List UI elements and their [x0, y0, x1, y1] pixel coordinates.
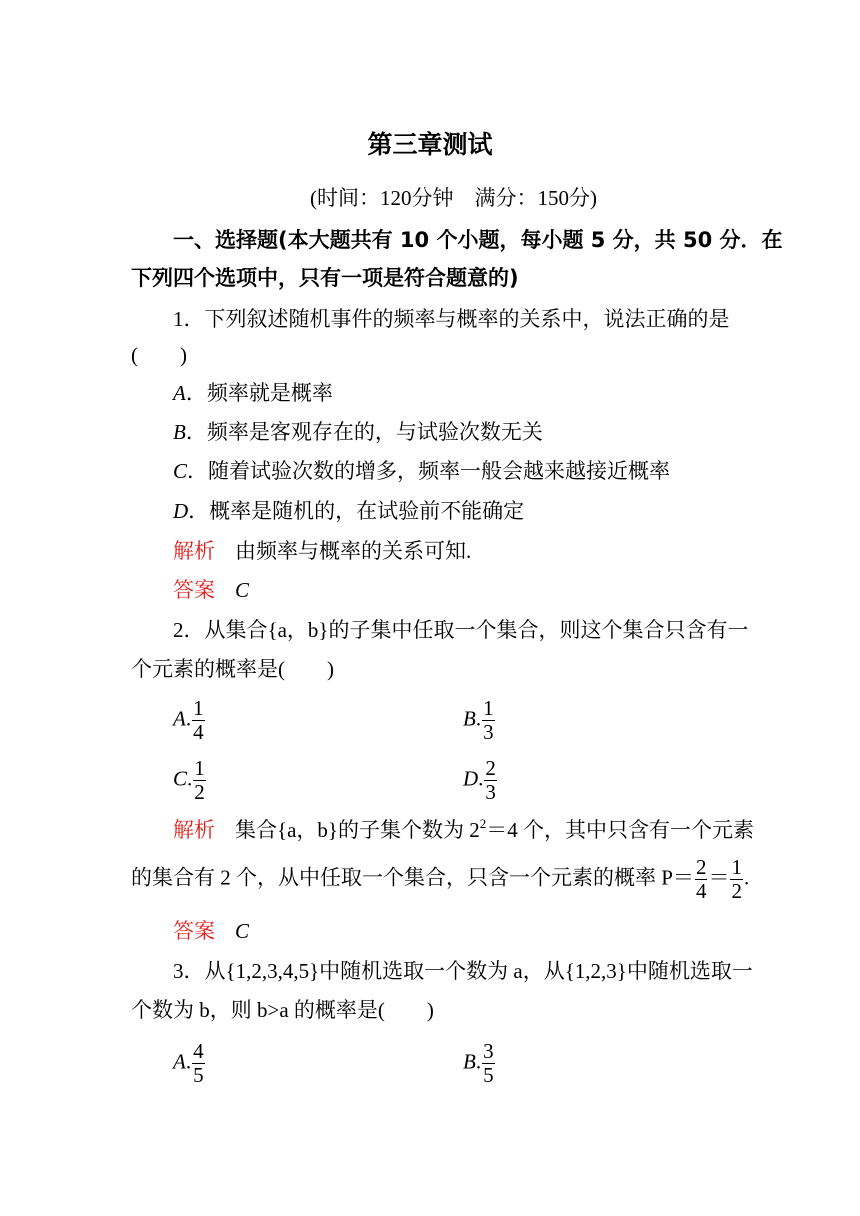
q3-option-b: B. $\frac{3}{5}$	[463, 1039, 494, 1087]
option-letter: A	[173, 1049, 186, 1074]
analysis-text: 集合{a，b}的子集个数为 2	[235, 818, 480, 842]
option-text: ．概率是随机的，在试验前不能确定	[188, 499, 525, 523]
analysis-text: ＝4 个，其中只含有一个元素	[486, 818, 754, 842]
q2-option-c: C. $\frac{1}{2}$	[173, 756, 205, 804]
option-letter: A	[173, 706, 186, 731]
fraction: $\frac{1}{2}$	[731, 855, 742, 903]
option-text: ．随着试验次数的增多，频率一般会越来越接近概率	[187, 459, 671, 483]
option-letter: D	[463, 766, 479, 791]
fraction: $\frac{3}{5}$	[483, 1039, 494, 1087]
option-letter: A	[173, 381, 186, 405]
answer-label: 答案	[173, 919, 215, 943]
option-letter: C	[173, 766, 188, 791]
q2-stem-line2: 个元素的概率是( )	[131, 657, 334, 681]
fraction: $\frac{4}{5}$	[193, 1039, 204, 1087]
q3-stem-line1: 3．从{1,2,3,4,5}中随机选取一个数为 a，从{1,2,3}中随机选取一	[173, 959, 753, 983]
analysis-text: 由频率与概率的关系可知.	[235, 539, 472, 563]
fraction: $\frac{1}{3}$	[483, 696, 494, 744]
option-letter: C	[173, 459, 188, 483]
section-heading-line2: 下列四个选项中，只有一项是符合题意的)	[131, 266, 519, 290]
q2-answer	[173, 921, 249, 942]
option-letter: D	[173, 499, 189, 523]
q3-stem-line2: 个数为 b，则 b>a 的概率是( )	[131, 998, 434, 1022]
q2-option-b: B. $\frac{1}{3}$	[463, 696, 494, 744]
period: .	[743, 865, 750, 890]
q2-option-a: A. $\frac{1}{4}$	[173, 696, 204, 744]
q1-analysis	[173, 541, 471, 562]
answer-value: C	[235, 578, 250, 602]
fraction: $\frac{1}{2}$	[194, 756, 205, 804]
section-heading-line1: 一、选择题(本大题共有 10 个小题，每小题 5 分，共 50 分．在	[173, 228, 783, 252]
option-letter: B	[173, 420, 186, 444]
q2-option-d: D. $\frac{2}{3}$	[463, 756, 496, 804]
option-letter: B	[463, 1049, 476, 1074]
fraction: $\frac{1}{4}$	[193, 696, 204, 744]
analysis-label: 解析	[173, 539, 215, 563]
analysis-text: 的集合有 2 个，从中任取一个集合，只含一个元素的概率 P＝	[131, 865, 694, 890]
answer-label: 答案	[173, 578, 215, 602]
option-text: ．频率是客观存在的，与试验次数无关	[185, 420, 543, 444]
q1-answer	[173, 580, 249, 601]
page-title: 第三章测试	[367, 130, 493, 159]
exam-meta: (时间：120分钟 满分：150分)	[310, 186, 597, 210]
q1-option-a	[173, 383, 333, 404]
q2-stem-line1: 2．从集合{a，b}的子集中任取一个集合，则这个集合只含有一	[173, 618, 749, 642]
fraction: $\frac{2}{4}$	[695, 855, 707, 903]
q2-analysis-line2	[131, 856, 749, 903]
exponent: 2	[479, 816, 487, 831]
q1-option-b	[173, 422, 543, 443]
q1-stem-line1: 1．下列叙述随机事件的频率与概率的关系中，说法正确的是	[173, 307, 730, 331]
q1-stem-line2: ( )	[131, 343, 187, 367]
answer-value: C	[235, 919, 250, 943]
q2-analysis-line1	[173, 816, 754, 842]
option-text: ．频率就是概率	[185, 381, 333, 405]
q3-option-a: A. $\frac{4}{5}$	[173, 1039, 204, 1087]
q1-option-c	[173, 461, 670, 482]
q1-option-d	[173, 501, 524, 522]
fraction: $\frac{2}{3}$	[485, 756, 496, 804]
analysis-label: 解析	[173, 818, 215, 842]
option-letter: B	[463, 706, 476, 731]
equals-sign: ＝	[708, 865, 730, 890]
